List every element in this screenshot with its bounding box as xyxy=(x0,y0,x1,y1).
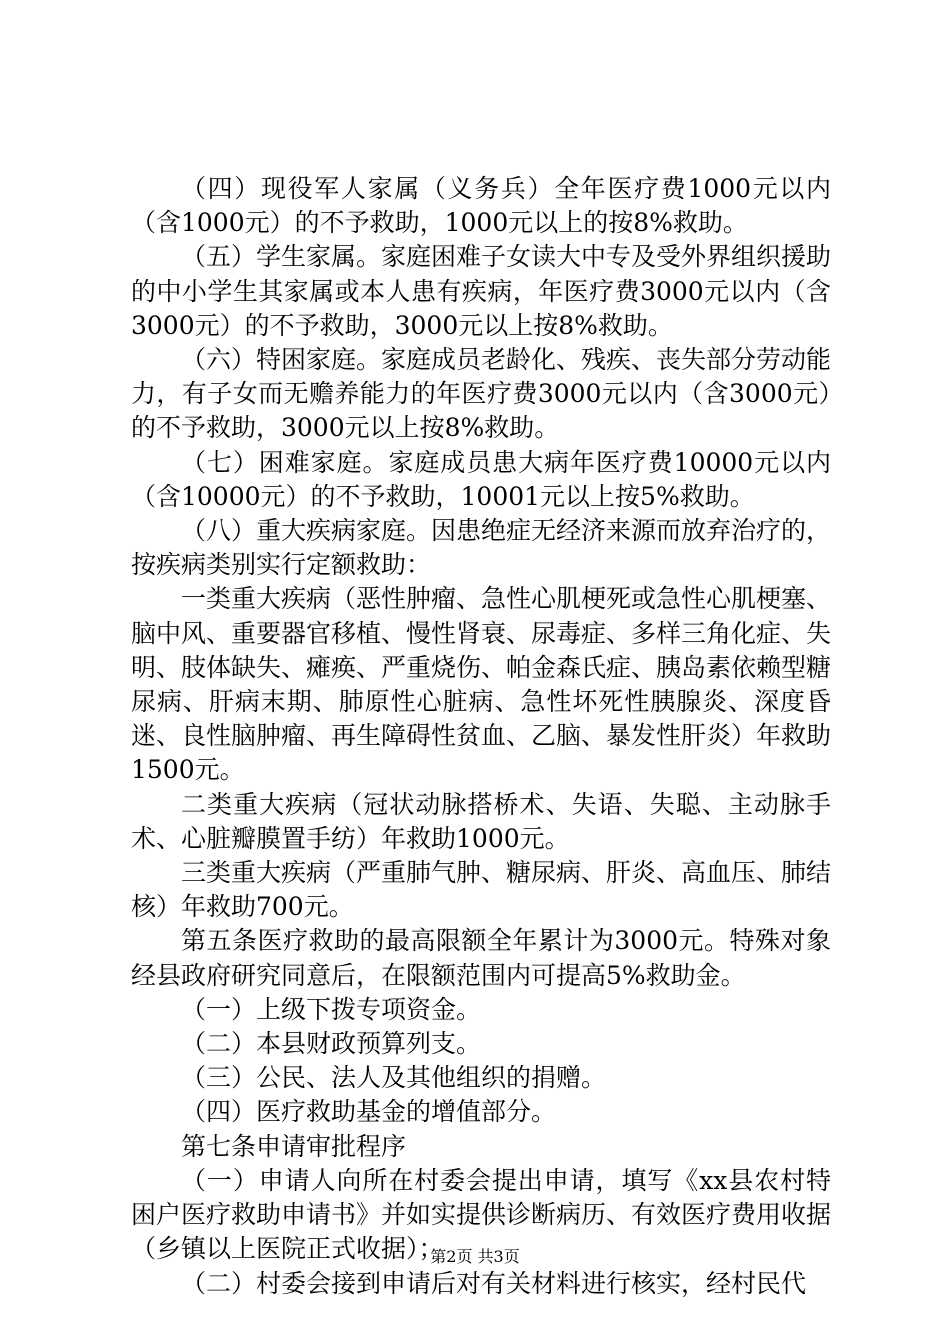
page-number-footer: 第2页 共3页 xyxy=(430,1247,520,1266)
paragraph-5-students: （五）学生家属。家庭困难子女读大中专及受外界组织援助的中小学生其家属或本人患有疾病，年医疗费3000元以内（含3000元）的不予救助，3000元以上按8%救助。 xyxy=(131,242,832,340)
paragraph-4-military: （四）现役军人家属（义务兵）全年医疗费1000元以内（含1000元）的不予救助，1000元以上的按8%救助。 xyxy=(131,174,832,238)
paragraph-class-two-illness: 二类重大疾病（冠状动脉搭桥术、失语、失聪、主动脉手术、心脏瓣膜置手纺）年救助1000元。 xyxy=(131,789,831,853)
paragraph-class-one-illness: 一类重大疾病（恶性肿瘤、急性心肌梗死或急性心肌梗塞、脑中风、重要器官移植、慢性肾衰、尿毒症、多样三角化症、失明、肢体缺失、瘫痪、严重烧伤、帕金森氏症、胰岛素依赖型糖尿病、肝病末期、肺原性心脏病、急性坏死性胰腺炎、深度昏迷、良性脑肿瘤、再生障碍性贫血、乙脑、暴发性肝炎）年救助1500元。 xyxy=(131,584,832,785)
paragraph-fund-source-1: （一）上级下拨专项资金。 xyxy=(181,994,482,1024)
paragraph-article-five: 第五条医疗救助的最高限额全年累计为3000元。特殊对象经县政府研究同意后，在限额范围内可提高5%救助金。 xyxy=(131,926,831,990)
document-body xyxy=(131,172,831,1301)
paragraph-fund-source-2: （二）本县财政预算列支。 xyxy=(181,1029,482,1059)
paragraph-article-seven: 第七条申请审批程序 xyxy=(181,1131,407,1161)
paragraph-fund-source-3: （三）公民、法人及其他组织的捐赠。 xyxy=(181,1063,607,1093)
paragraph-8-major-illness: （八）重大疾病家庭。因患绝症无经济来源而放弃治疗的，按疾病类别实行定额救助： xyxy=(131,516,832,580)
paragraph-procedure-2: （二）村委会接到申请后对有关材料进行核实，经村民代 xyxy=(181,1268,807,1298)
paragraph-6-extreme-hardship: （六）特困家庭。家庭成员老龄化、残疾、丧失部分劳动能力，有子女而无赡养能力的年医疗费3000元以内（含3000元）的不予救助，3000元以上按8%救助。 xyxy=(131,345,832,443)
paragraph-fund-source-4: （四）医疗救助基金的增值部分。 xyxy=(181,1097,557,1127)
paragraph-class-three-illness: 三类重大疾病（严重肺气肿、糖尿病、肝炎、高血压、肺结核）年救助700元。 xyxy=(131,858,832,922)
paragraph-7-hardship: （七）困难家庭。家庭成员患大病年医疗费10000元以内（含10000元）的不予救助，10001元以上按5%救助。 xyxy=(131,447,831,511)
paragraph-procedure-1: （一）申请人向所在村委会提出申请，填写《xx县农村特困户医疗救助申请书》并如实提供诊断病历、有效医疗费用收据（乡镇以上医院正式收据）； xyxy=(131,1165,832,1264)
